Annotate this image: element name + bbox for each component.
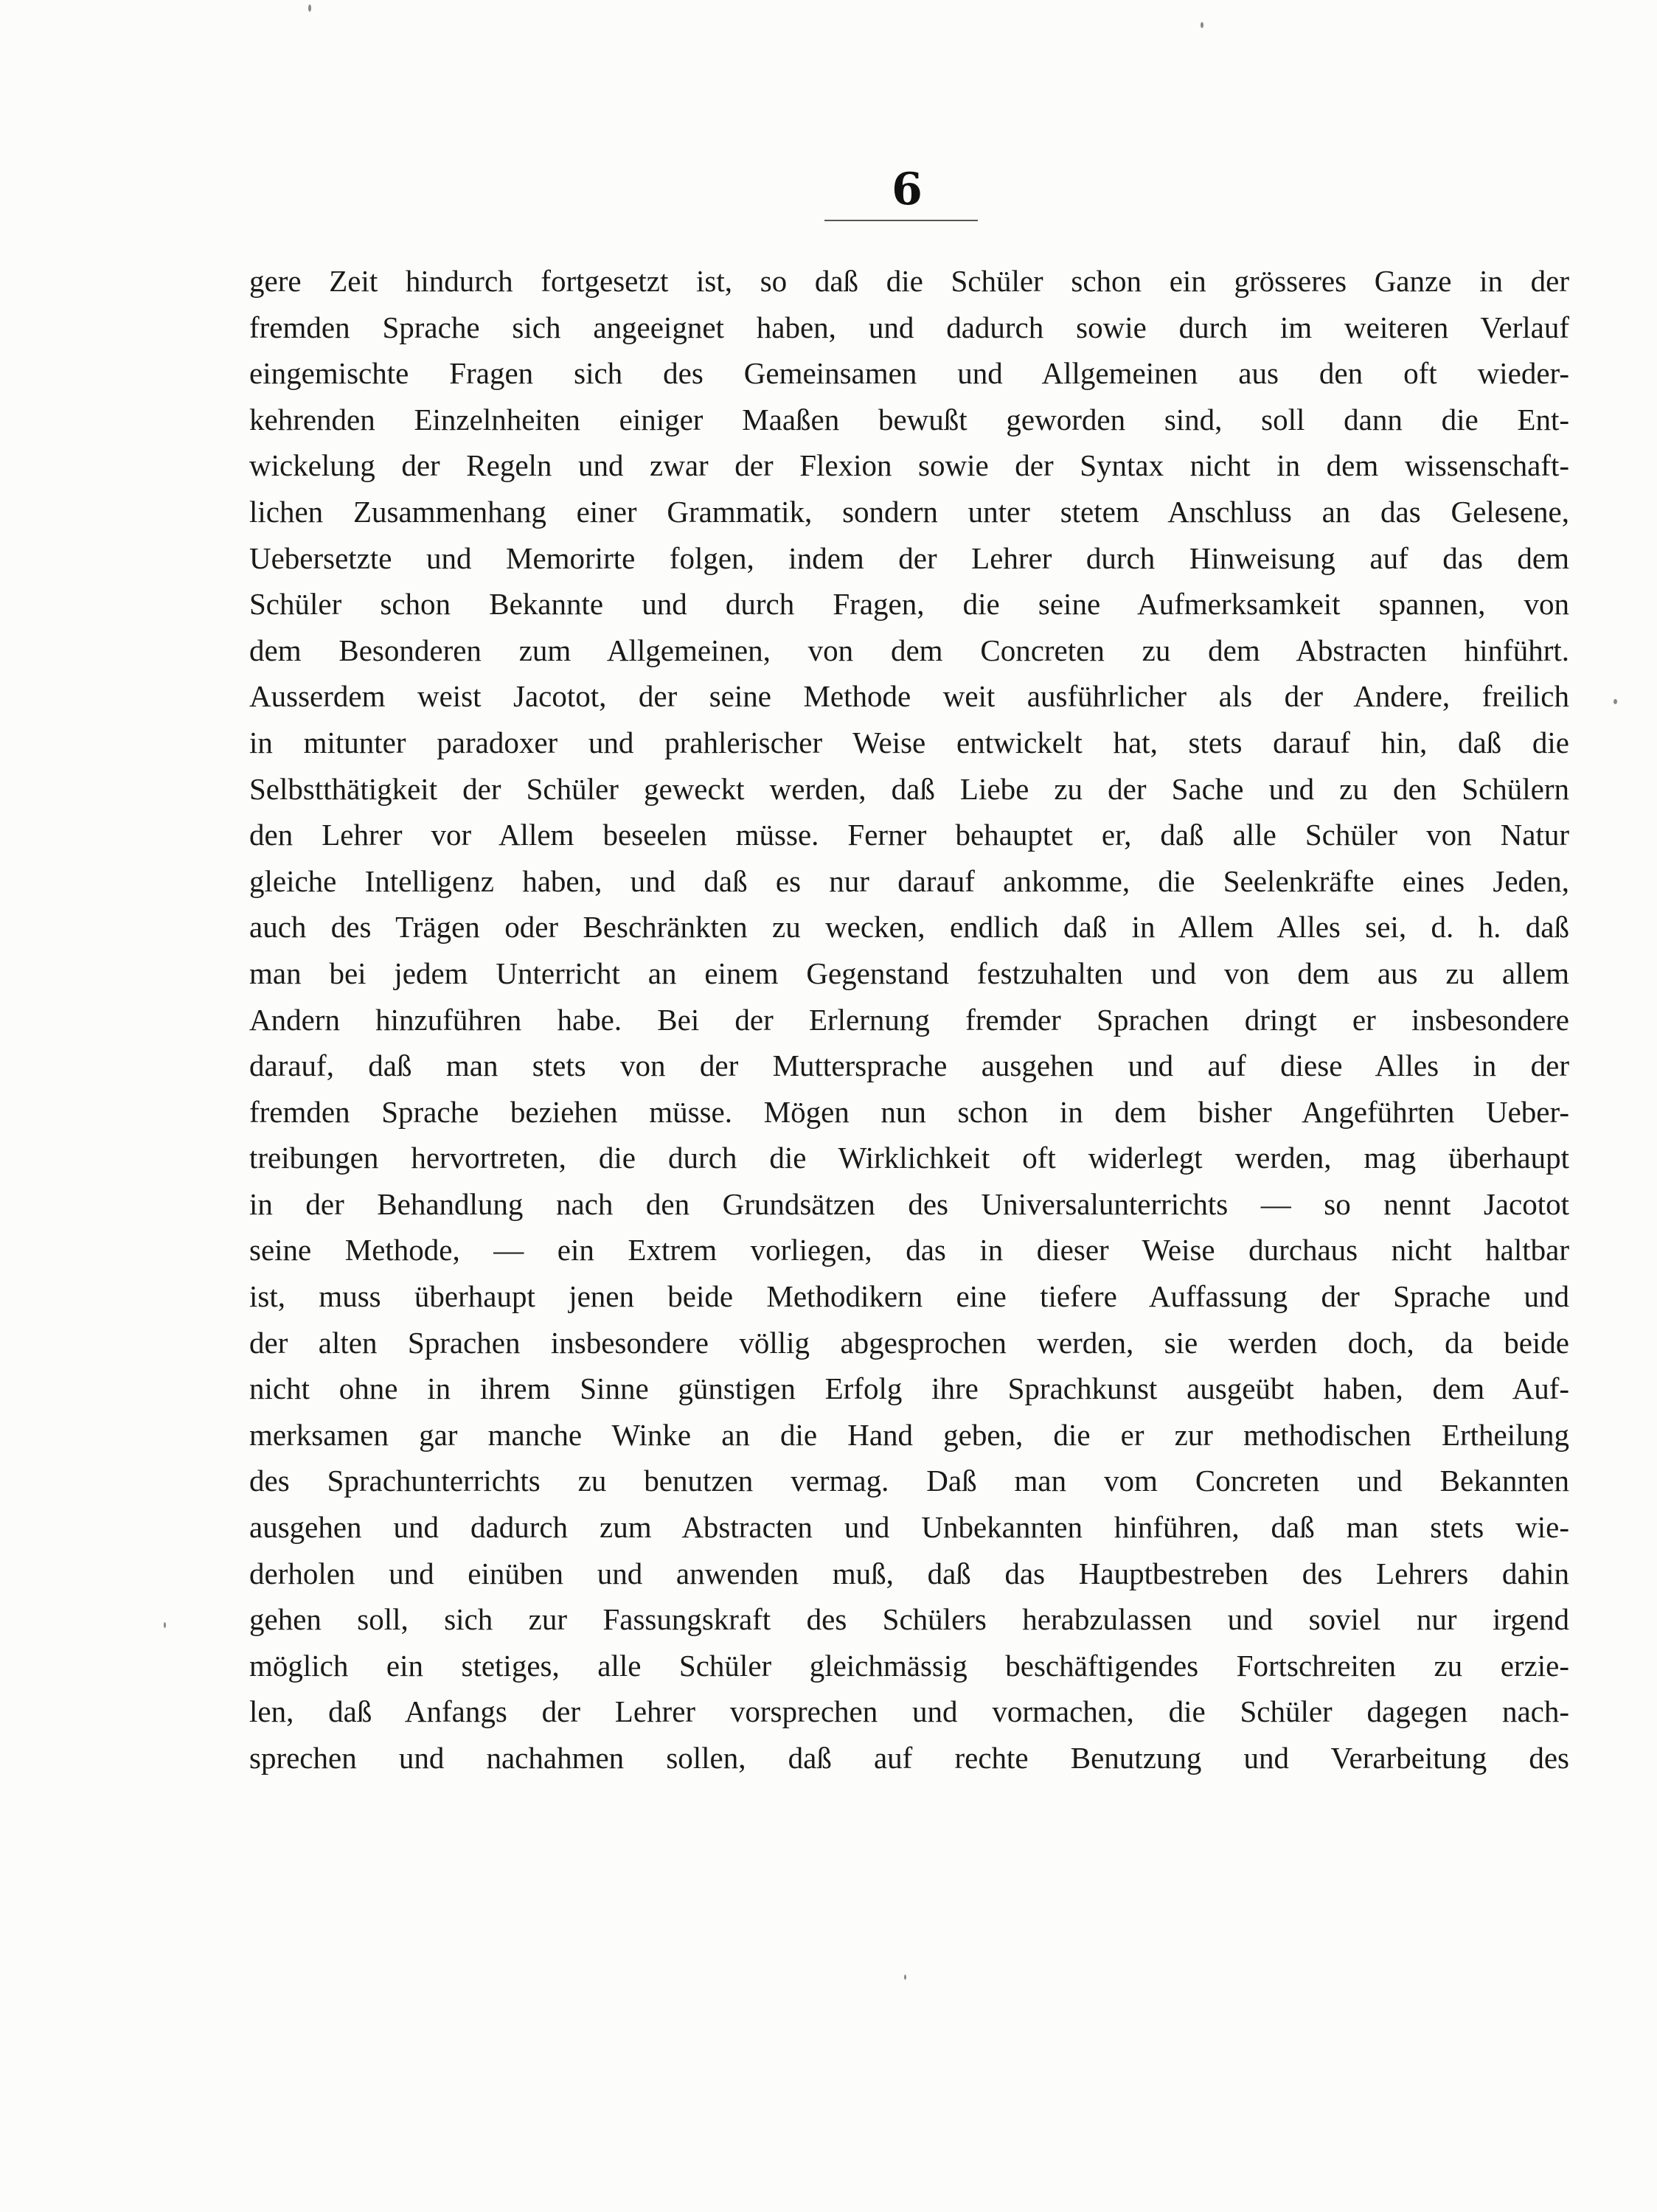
text-line: len, daß Anfangs der Lehrer vorsprechen und vormachen, die Schüler dagegen nach- bbox=[249, 1694, 1569, 1729]
text-line: fremden Sprache sich angeeignet haben, und dadurch sowie durch im weiteren Verlauf bbox=[249, 310, 1569, 344]
text-line: gere Zeit hindurch fortgesetzt ist, so daß die Schüler schon ein grösseres Ganze in der bbox=[249, 264, 1569, 298]
text-line: ist, muss überhaupt jenen beide Methodikern eine tiefere Auffassung der Sprache und bbox=[249, 1279, 1569, 1314]
text-line: treibungen hervortreten, die durch die Wirklichkeit oft widerlegt werden, mag überhaupt bbox=[249, 1141, 1569, 1175]
text-line: man bei jedem Unterricht an einem Gegenstand festzuhalten und von dem aus zu allem bbox=[249, 956, 1569, 990]
text-line: dem Besonderen zum Allgemeinen, von dem Concreten zu dem Abstracten hinführt. bbox=[249, 633, 1569, 667]
text-line: kehrenden Einzelnheiten einiger Maaßen bewußt geworden sind, soll dann die Ent- bbox=[249, 402, 1569, 437]
text-line: in der Behandlung nach den Grundsätzen des Universalunterrichts — so nennt Jacotot bbox=[249, 1186, 1569, 1221]
page-number: 6 bbox=[892, 164, 923, 215]
paper-speck bbox=[1613, 699, 1617, 704]
text-line: Selbstthätigkeit der Schüler geweckt werden, daß Liebe zu der Sache und zu den Schülern bbox=[249, 771, 1569, 806]
paper-speck bbox=[308, 4, 311, 12]
text-line: nicht ohne in ihrem Sinne günstigen Erfolg ihre Sprachkunst ausgeübt haben, dem Auf- bbox=[249, 1371, 1569, 1406]
text-line: möglich ein stetiges, alle Schüler gleichmässig beschäftigendes Fortschreiten zu erzie- bbox=[249, 1648, 1569, 1683]
text-line: auch des Trägen oder Beschränkten zu wecken, endlich daß in Allem Alles sei, d. h. daß bbox=[249, 910, 1569, 945]
text-line: ausgehen und dadurch zum Abstracten und Unbekannten hinführen, daß man stets wie- bbox=[249, 1510, 1569, 1545]
text-line: in mitunter paradoxer und prahlerischer Weise entwickelt hat, stets darauf hin, daß die bbox=[249, 725, 1569, 759]
text-line: Schüler schon Bekannte und durch Fragen, die seine Aufmerksamkeit spannen, von bbox=[249, 587, 1569, 622]
text-line: seine Methode, — ein Extrem vorliegen, das in dieser Weise durchaus nicht haltbar bbox=[249, 1233, 1569, 1267]
text-line: Uebersetzte und Memorirte folgen, indem der Lehrer durch Hinweisung auf das dem bbox=[249, 540, 1569, 575]
paper-speck bbox=[164, 1622, 166, 1628]
text-line: lichen Zusammenhang einer Grammatik, sondern unter stetem Anschluss an das Gelesene, bbox=[249, 494, 1569, 529]
paper-speck bbox=[1201, 22, 1203, 28]
text-line: fremden Sprache beziehen müsse. Mögen nun schon in dem bisher Angeführten Ueber- bbox=[249, 1094, 1569, 1129]
text-line: eingemischte Fragen sich des Gemeinsamen und Allgemeinen aus den oft wieder- bbox=[249, 356, 1569, 391]
text-line: derholen und einüben und anwenden muß, daß das Hauptbestreben des Lehrers dahin bbox=[249, 1556, 1569, 1590]
text-line: wickelung der Regeln und zwar der Flexion sowie der Syntax nicht in dem wissenschaft- bbox=[249, 448, 1569, 483]
text-line: Ausserdem weist Jacotot, der seine Methode weit ausführlicher als der Andere, freilich bbox=[249, 679, 1569, 714]
text-line: gleiche Intelligenz haben, und daß es nur darauf ankomme, die Seelenkräfte eines Jeden, bbox=[249, 863, 1569, 898]
text-line: des Sprachunterrichts zu benutzen vermag. Daß man vom Concreten und Bekannten bbox=[249, 1464, 1569, 1498]
text-line: darauf, daß man stets von der Muttersprache ausgehen und auf diese Alles in der bbox=[249, 1048, 1569, 1083]
text-line: den Lehrer vor Allem beseelen müsse. Ferner behauptet er, daß alle Schüler von Natur bbox=[249, 818, 1569, 852]
text-line: Andern hinzuführen habe. Bei der Erlernung fremder Sprachen dringt er insbesondere bbox=[249, 1002, 1569, 1037]
text-line: der alten Sprachen insbesondere völlig abgesprochen werden, sie werden doch, da beide bbox=[249, 1325, 1569, 1360]
body-text bbox=[249, 258, 1569, 1781]
text-line: gehen soll, sich zur Fassungskraft des Schülers herabzulassen und soviel nur irgend bbox=[249, 1602, 1569, 1637]
text-line: sprechen und nachahmen sollen, daß auf rechte Benutzung und Verarbeitung des bbox=[249, 1741, 1569, 1775]
header-rule bbox=[824, 220, 978, 221]
text-line: merksamen gar manche Winke an die Hand geben, die er zur methodischen Ertheilung bbox=[249, 1417, 1569, 1452]
paper-speck bbox=[904, 1975, 906, 1980]
